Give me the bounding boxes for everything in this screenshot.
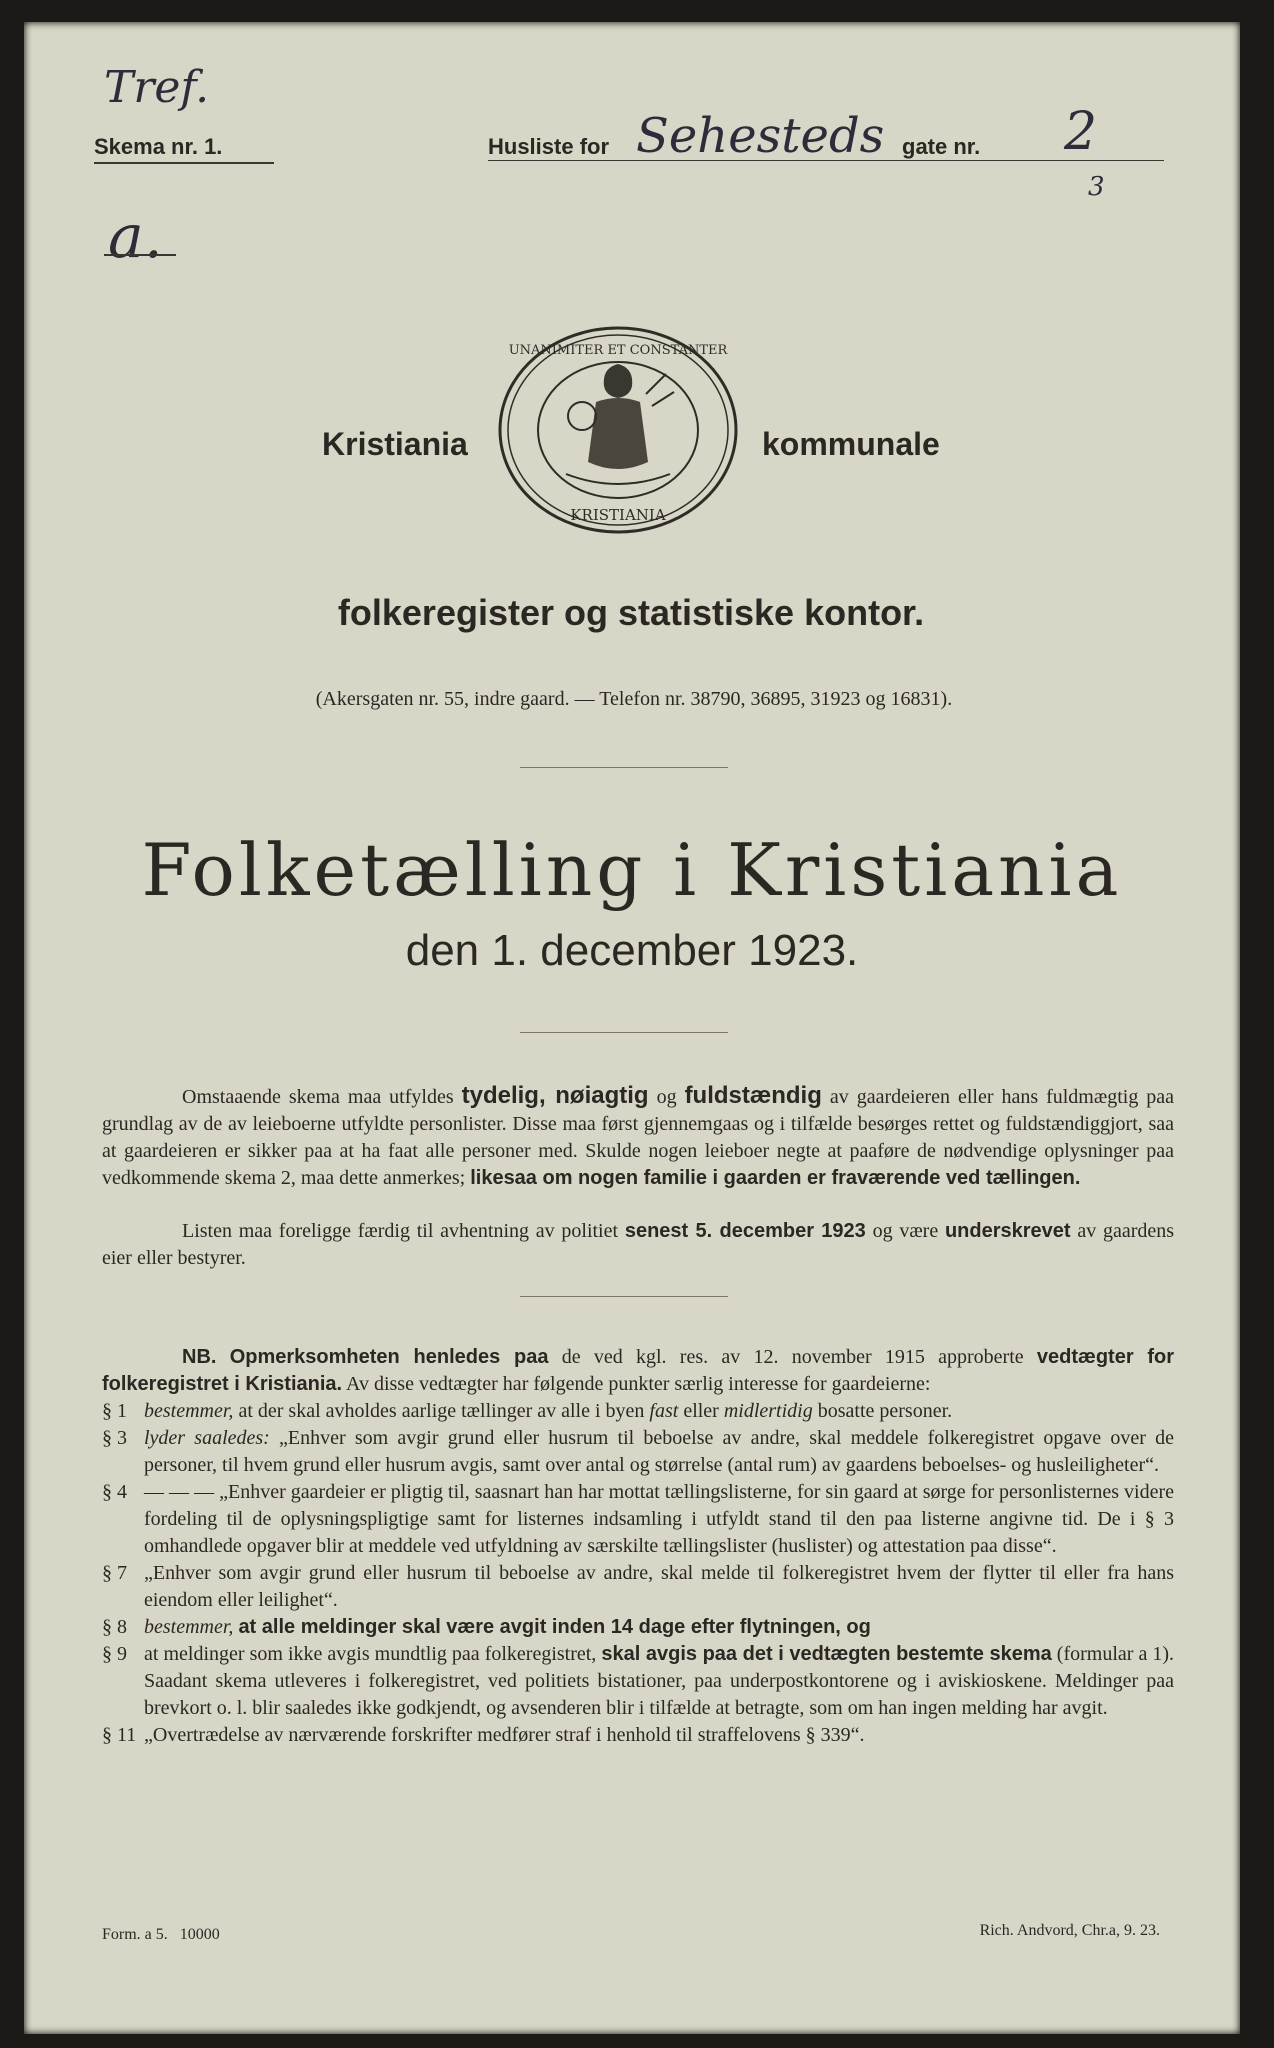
instr-emph-2: fuldstændig bbox=[684, 1082, 822, 1109]
skema-label: Skema nr. 1. bbox=[94, 134, 223, 159]
section-bold: skal avgis paa det i vedtægten bestemte skema bbox=[601, 1643, 1052, 1665]
footer-form-number: Form. a 5. 10000 bbox=[102, 1926, 220, 1943]
section-number: § 4 bbox=[102, 1481, 127, 1503]
nb-paragraph bbox=[102, 1344, 1174, 1398]
nb-text-1: de ved kgl. res. av 12. november 1915 approberte bbox=[561, 1346, 1024, 1368]
section-number: § 11 bbox=[102, 1724, 137, 1746]
handwritten-number-sub: 3 bbox=[1088, 172, 1105, 202]
section-text: „Enhver som avgir grund eller husrum til beboelse av andre, skal meddele folkeregistret opgave over de personer, til hvem grund eller husrum avgis, samt over antal og størrelse (antal rum) av gaardens beboelses- og husleiligheter“. bbox=[144, 1427, 1174, 1476]
instr-og: og bbox=[656, 1086, 677, 1108]
section-lead: bestemmer, bbox=[144, 1400, 234, 1422]
section-number: § 1 bbox=[102, 1400, 127, 1422]
section-1 bbox=[102, 1398, 1174, 1425]
svg-text:UNANIMITER ET CONSTANTER: UNANIMITER ET CONSTANTER bbox=[508, 343, 728, 358]
section-text: „Enhver som avgir grund eller husrum til beboelse av andre, skal melde til folkeregistret hvem der flytter til eller fra hans eiendom eller leilighet“. bbox=[144, 1562, 1174, 1611]
sections-list bbox=[102, 1398, 1174, 1749]
office-left: Kristiania bbox=[322, 426, 468, 462]
instr-emph-1: tydelig, nøiagtig bbox=[461, 1082, 649, 1109]
handwritten-number: 2 bbox=[1064, 102, 1098, 162]
nb-attention: Opmerksomheten henledes paa bbox=[229, 1346, 549, 1368]
footer-printer: Rich. Andvord, Chr.a, 9. 23. bbox=[979, 1922, 1160, 1939]
instr-lead: Omstaaende skema maa utfyldes bbox=[182, 1086, 454, 1108]
section-text: at alle meldinger skal være avgit inden 14 dage efter flytningen, og bbox=[238, 1616, 871, 1638]
section-fast: fast bbox=[649, 1400, 679, 1422]
husliste-underline bbox=[488, 160, 1164, 161]
section-7 bbox=[102, 1560, 1174, 1614]
section-9 bbox=[102, 1641, 1174, 1722]
kristiania-city-seal bbox=[496, 324, 740, 536]
office-address: (Akersgaten nr. 55, indre gaard. — Telefon nr. 38790, 36895, 31923 og 16831). bbox=[315, 688, 953, 710]
divider-1 bbox=[520, 767, 728, 768]
section-number: § 9 bbox=[102, 1643, 127, 1665]
section-eller: eller bbox=[683, 1400, 719, 1422]
section-number: § 7 bbox=[102, 1562, 127, 1584]
section-8 bbox=[102, 1614, 1174, 1641]
office-name: folkeregister og statistiske kontor. bbox=[337, 592, 925, 633]
instr2-mid: og være bbox=[872, 1220, 939, 1242]
gate-label: gate nr. bbox=[902, 134, 981, 159]
section-4 bbox=[102, 1479, 1174, 1560]
section-text: „Overtrædelse av nærværende forskrifter medfører straf i henhold til straffelovens § 339“. bbox=[144, 1724, 865, 1746]
section-rest: (formular a 1). Saadant skema utleveres i folkeregistret, ved politiets bistationer, paa underpostkontorene og i aviskioskene. Meldinger paa brevkort o. l. blir saaledes ikke godkjendt, og avsenderen blir i tilfælde at betragte, som om han ingen melding har avgit. bbox=[144, 1643, 1175, 1719]
handwritten-tref: Tref. bbox=[104, 62, 210, 113]
divider-3 bbox=[520, 1296, 728, 1297]
svg-text:KRISTIANIA: KRISTIANIA bbox=[570, 506, 666, 524]
section-text: „Enhver gaardeier er pligtig til, saasnart han har mottat tællingslisterne, for sin gaard at sørge for personlisternes videre fordeling til de oplysningspligtige samt for listernes indsamling i utfyldt stand til den paa listerne angivne tid. De i § 3 omhandlede opgaver blir at meddele ved utfyldning av særskilte tællingslister (huslister) og attestation paa disse“. bbox=[144, 1481, 1175, 1557]
section-midlertidig: midlertidig bbox=[723, 1400, 813, 1422]
section-text: at meldinger som ikke avgis mundtlig paa folkeregistret, bbox=[144, 1643, 597, 1665]
handwritten-skema-letter: a. bbox=[108, 202, 163, 272]
office-right: kommunale bbox=[762, 426, 940, 462]
nb-label: NB. bbox=[182, 1346, 217, 1368]
skema-underline bbox=[94, 162, 274, 164]
letter-underline bbox=[104, 254, 176, 256]
instructions-paragraph-2 bbox=[102, 1218, 1174, 1272]
census-date: den 1. december 1923. bbox=[405, 926, 859, 975]
instructions-paragraph-1 bbox=[102, 1082, 1174, 1192]
husliste-label: Husliste for bbox=[488, 134, 610, 159]
instr-emph-3: likesaa om nogen familie i gaarden er fraværende ved tællingen. bbox=[470, 1167, 1081, 1189]
section-number: § 8 bbox=[102, 1616, 127, 1638]
section-lead: lyder saaledes: bbox=[144, 1427, 270, 1449]
section-lead: — — — bbox=[144, 1481, 215, 1503]
census-form-page bbox=[24, 22, 1240, 2034]
handwritten-street: Sehesteds bbox=[636, 108, 885, 164]
instr2-tail: av gaardens eier eller bestyrer. bbox=[102, 1220, 1175, 1269]
instr2-signed: underskrevet bbox=[944, 1220, 1071, 1242]
section-3 bbox=[102, 1425, 1174, 1479]
instr2-lead: Listen maa foreligge færdig til avhentning av politiet bbox=[182, 1220, 619, 1242]
nb-statutes: vedtægter for folkeregistret i Kristiania. bbox=[102, 1346, 1175, 1395]
nb-text-2: Av disse vedtægter har følgende punkter særlig interesse for gaardeierne: bbox=[345, 1373, 931, 1395]
census-title: Folketælling i Kristiania bbox=[141, 828, 1123, 912]
section-number: § 3 bbox=[102, 1427, 127, 1449]
section-lead: bestemmer, bbox=[144, 1616, 234, 1638]
section-11 bbox=[102, 1722, 1174, 1749]
divider-2 bbox=[520, 1032, 728, 1033]
section-tail: bosatte personer. bbox=[817, 1400, 953, 1422]
section-text: at der skal avholdes aarlige tællinger av alle i byen bbox=[238, 1400, 645, 1422]
instr2-deadline: senest 5. december 1923 bbox=[624, 1220, 866, 1242]
instr-body: av gaardeieren eller hans fuldmægtig paa grundlag av de av leieboerne utfyldte personlister. Disse maa først gjennemgaas og i tilfælde besørges rettet og fuldstændiggjort, saa at gaardeieren er sikker paa at ha faat alle personer med. Skulde nogen leieboer negte at paaføre de nødvendige oplysninger paa vedkommende skema 2, maa dette anmerkes; bbox=[102, 1086, 1175, 1189]
